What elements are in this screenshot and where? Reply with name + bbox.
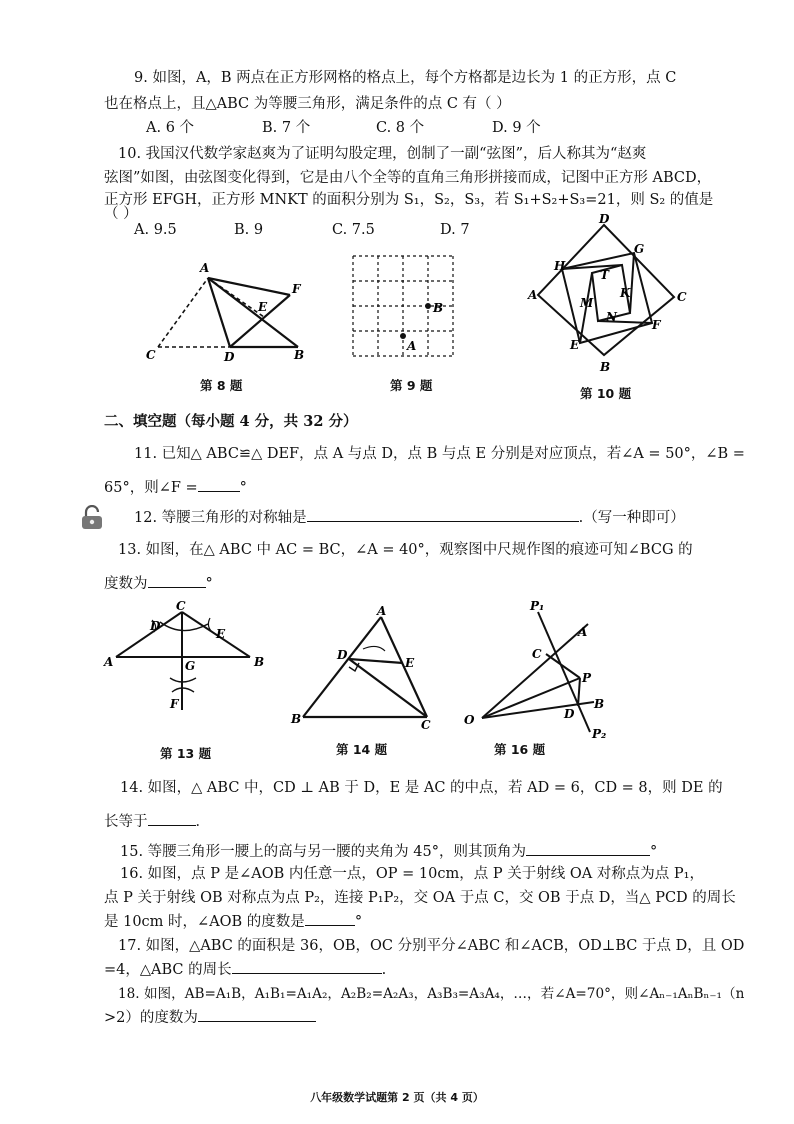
q15-line [120,840,657,861]
f10-label-d: D [599,212,610,226]
figure-13 [100,600,270,735]
caption-fig10: 第 10 题 [580,386,632,401]
f13-label-f: F [170,697,179,711]
q10-option-b: B. 9 [234,222,264,238]
q18-line1: 18. 如图，AB=A₁B，A₁B₁=A₁A₂，A₂B₂=A₂A₃，A₃B₃=A₃A₄，…，若∠A=70°，则∠Aₙ₋₁AₙBₙ₋₁（n [118,986,745,1002]
q18-answer-blank[interactable] [198,1007,316,1023]
f8-label-f: F [292,282,301,296]
f16-label-d: D [564,707,575,721]
q9-option-c: C. 8 个 [376,120,425,136]
f16-label-o: O [464,713,475,727]
f10-label-g: G [634,242,645,256]
q14-answer-blank[interactable] [148,811,196,827]
f16-label-b: B [594,697,605,711]
caption-fig8: 第 8 题 [200,378,243,393]
figure-8 [140,255,320,370]
q12-line [134,506,685,527]
caption-fig9: 第 9 题 [390,378,433,393]
q11-line1: 11. 已知△ ABC≌△ DEF，点 A 与点 D，点 B 与点 E 分别是对应顶点，若∠A = 50°，∠B = [134,446,745,462]
q10-line3: 正方形 EFGH，正方形 MNKT 的面积分别为 S₁，S₂，S₃，若 S₁+S₂+S₃=21，则 S₂ 的值是 [104,192,714,208]
f10-label-k: K [620,286,631,300]
f8-label-e: E [258,300,268,314]
caption-fig14: 第 14 题 [336,742,388,757]
f8-label-b: B [294,348,305,362]
f9-label-b: B [433,301,444,315]
f14-label-d: D [337,648,348,662]
f14-label-c: C [421,718,431,732]
section-title: 二、填空题（每小题 4 分，共 32 分） [104,413,358,430]
q18-line2-text: >2）的度数为 [104,1010,198,1026]
q15-tail: ° [649,844,658,860]
f16-label-p1: P₁ [530,599,545,613]
f10-label-t: T [600,268,609,282]
f14-label-e: E [405,656,415,670]
f10-label-n: N [606,310,617,324]
q11-line2 [104,476,247,497]
q11-degree: ° [239,480,247,496]
q13-answer-blank[interactable] [148,573,206,589]
q17-tail: . [381,962,387,978]
q10-option-a: A. 9.5 [134,222,177,238]
f13-label-g: G [185,659,196,673]
f10-label-h: H [554,259,566,273]
q13-degree: ° [205,576,213,592]
q12-tail: .（写一种即可） [578,510,685,526]
page-footer: 八年级数学试题第 2 页（共 4 页） [310,1091,484,1104]
q11-answer-blank[interactable] [198,477,240,493]
f16-label-a: A [578,625,588,639]
q10-option-d: D. 7 [440,222,470,238]
q14-line1: 14. 如图，△ ABC 中，CD ⊥ AB 于 D，E 是 AC 的中点，若 AD = 6，CD = 8，则 DE 的 [120,780,723,796]
q13-line2 [104,572,213,593]
q13-line1: 13. 如图，在△ ABC 中 AC = BC，∠A = 40°，观察图中尺规作图的痕迹可知∠BCG 的 [118,542,693,558]
q9-line2: 也在格点上，且△ABC 为等腰三角形，满足条件的点 C 有（ ） [104,96,511,112]
q10-line2: 弦图”如图，由弦图变化得到，它是由八个全等的直角三角形拼接而成，记图中正方形 ABCD， [104,170,712,186]
f16-label-p2: P₂ [592,727,607,741]
figure-16 [460,598,630,743]
figure-10 [522,212,692,380]
q17-answer-blank[interactable] [232,959,382,975]
q14-line2 [104,810,210,831]
caption-fig16: 第 16 题 [494,742,546,757]
q16-line3 [104,910,362,931]
q16-line2: 点 P 关于射线 OB 对称点为点 P₂，连接 P₁P₂，交 OA 于点 C，交 OB 于点 D，当△ PCD 的周长 [104,890,736,906]
f10-label-a: A [528,288,538,302]
q18-line2 [104,1006,316,1027]
f9-label-a: A [407,339,417,353]
f13-label-e: E [216,627,226,641]
f14-label-a: A [377,604,387,618]
f8-label-c: C [146,348,156,362]
q16-line1: 16. 如图，点 P 是∠AOB 内任意一点，OP = 10cm，点 P 关于射线 OA 对称点为点 P₁， [120,866,704,882]
q13-line2-text: 度数为 [104,576,148,592]
figure-14 [285,605,445,730]
f8-label-a: A [200,261,210,275]
q17-line2-text: =4，△ABC 的周长 [104,962,232,978]
f10-label-e: E [570,338,580,352]
q16-line3-text: 是 10cm 时，∠AOB 的度数是 [104,914,305,930]
q12-text: 12. 等腰三角形的对称轴是 [134,510,307,526]
f13-label-b: B [254,655,265,669]
q17-line2 [104,958,386,979]
q15-text: 15. 等腰三角形一腰上的高与另一腰的夹角为 45°，则其顶角为 [120,844,526,860]
q9-option-a: A. 6 个 [146,120,195,136]
f13-label-c: C [176,599,186,613]
q10-line4: （ ） [104,206,138,222]
f13-label-d: D [150,619,161,633]
f8-label-d: D [224,350,235,364]
f10-label-m: M [580,296,594,310]
q16-degree: ° [354,914,363,930]
q14-line2-text: 长等于 [104,814,148,830]
q14-tail: ． [195,814,210,830]
figure-9 [345,250,465,368]
lock-icon [80,505,104,531]
f10-label-b: B [600,360,611,374]
q11-line2-text: 65°，则∠F = [104,480,198,496]
f10-label-f: F [652,318,661,332]
q16-answer-blank[interactable] [305,911,355,927]
q9-line1: 9. 如图，A，B 两点在正方形网格的格点上，每个方格都是边长为 1 的正方形，点 C [134,70,677,86]
f13-label-a: A [104,655,114,669]
q10-option-c: C. 7.5 [332,222,375,238]
q9-option-d: D. 9 个 [492,120,541,136]
q15-answer-blank[interactable] [526,841,650,857]
q9-option-b: B. 7 个 [262,120,311,136]
f16-label-p: P [582,671,592,685]
q10-line1: 10. 我国汉代数学家赵爽为了证明勾股定理，创制了一副“弦图”，后人称其为“赵爽 [118,146,647,162]
q17-line1: 17. 如图，△ABC 的面积是 36，OB，OC 分别平分∠ABC 和∠ACB，OD⊥BC 于点 D，且 OD [118,938,745,954]
q12-answer-blank[interactable] [307,507,579,523]
f16-label-c: C [532,647,542,661]
f14-label-b: B [291,712,302,726]
f10-label-c: C [677,290,687,304]
caption-fig13: 第 13 题 [160,746,212,761]
